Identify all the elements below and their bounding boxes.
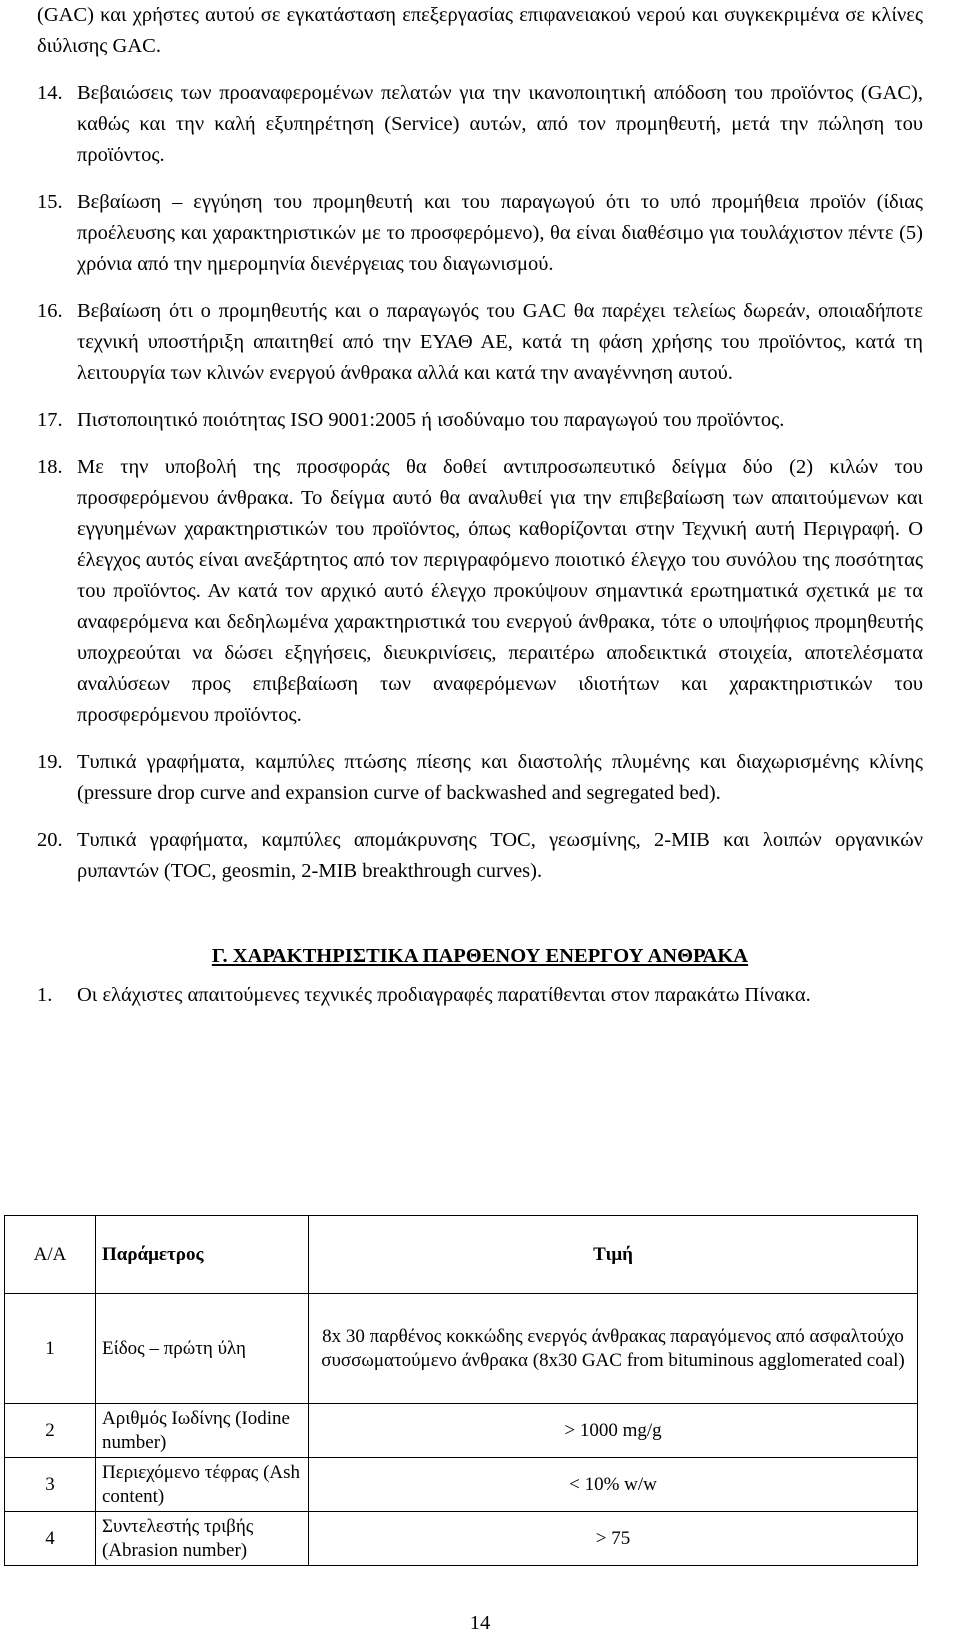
item-text: Βεβαίωση – εγγύηση του προμηθευτή και του παραγωγού ότι το υπό προμήθεια προϊόν (ίδιας προέλευσης και χαρακτηριστικών με το προσφερόμενο), θα είναι διαθέσιμο για τουλάχιστον πέντε (5) χρόνια από την ημερομηνία διενέργειας του διαγωνισμού.: [77, 191, 923, 275]
list-item-19: [37, 747, 923, 809]
item-text: Τυπικά γραφήματα, καμπύλες απομάκρυνσης TOC, γεωσμίνης, 2-MIB και λοιπών οργανικών ρυπαντών (TOC, geosmin, 2-MIB breakthrough curves).: [77, 829, 923, 882]
row-value: > 1000 mg/g: [309, 1404, 918, 1458]
item-text: Με την υποβολή της προσφοράς θα δοθεί αντιπροσωπευτικό δείγμα δύο (2) κιλών του προσφερόμενου άνθρακα. Το δείγμα αυτό θα αναλυθεί για την επιβεβαίωση των απαιτούμενων και εγγυημένων χαρακτηριστικών του προϊόντος, όπως καθορίζονται στην Τεχνική αυτή Περιγραφή. Ο έλεγχος αυτός είναι ανεξάρτητος από τον περιγραφόμενο ποιοτικό έλεγχο του συνόλου της ποσότητας του προϊόντος. Αν κατά τον αρχικό αυτό έλεγχο προκύψουν σημαντικά ερωτηματικά σχετικά με τα αναφερόμενα και δεδηλωμένα χαρακτηριστικά του ενεργού άνθρακα, τότε ο υποψήφιος προμηθευτής υποχρεούται να δώσει εξηγήσεις, διευκρινίσεις, περαιτέρω αποδεικτικά στοιχεία, αποτελέσματα αναλύσεων προς επιβεβαίωση των αναφερόμενων ιδιοτήτων και χαρακτηριστικών του προσφερόμενου προϊόντος.: [77, 456, 923, 726]
table-row: [5, 1512, 918, 1566]
row-value: 8x 30 παρθένος κοκκώδης ενεργός άνθρακας παραγόμενος από ασφαλτούχο συσσωματούμενο άνθρακα (8x30 GAC from bituminous agglomerated coal): [309, 1294, 918, 1404]
row-aa: 3: [5, 1458, 96, 1512]
table-row: [5, 1404, 918, 1458]
row-parameter: Είδος – πρώτη ύλη: [96, 1294, 309, 1404]
item-text: Βεβαίωση ότι ο προμηθευτής και ο παραγωγός του GAC θα παρέχει τελείως δωρεάν, οποιαδήποτε τεχνική υποστήριξη απαιτηθεί από την ΕΥΑΘ ΑΕ, κατά τη φάση χρήσης του προϊόντος, κατά τη λειτουργία των κλινών ενεργού άνθρακα αλλά και κατά την αναγέννηση αυτού.: [77, 300, 923, 384]
row-aa: 4: [5, 1512, 96, 1566]
item-number: 15.: [37, 191, 63, 213]
row-parameter: Αριθμός Ιωδίνης (Iodine number): [96, 1404, 309, 1458]
row-aa: 1: [5, 1294, 96, 1404]
item-number: 1.: [37, 984, 53, 1006]
item-number: 17.: [37, 409, 63, 431]
numbered-list: [37, 78, 923, 887]
row-value: > 75: [309, 1512, 918, 1566]
item-text: Πιστοποιητικό ποιότητας ISO 9001:2005 ή ισοδύναμο του παραγωγού του προϊόντος.: [77, 409, 785, 431]
item-text: Οι ελάχιστες απαιτούμενες τεχνικές προδιαγραφές παρατίθενται στον παρακάτω Πίνακα.: [77, 984, 811, 1006]
header-value: Τιμή: [309, 1216, 918, 1294]
item-number: 18.: [37, 456, 63, 478]
item-number: 19.: [37, 751, 63, 773]
row-parameter: Περιεχόμενο τέφρας (Ash content): [96, 1458, 309, 1512]
item-text: Τυπικά γραφήματα, καμπύλες πτώσης πίεσης και διαστολής πλυμένης και διαχωρισμένης κλίνης (pressure drop curve and expansion curve of backwashed and segregated bed).: [77, 751, 923, 804]
list-item-17: [37, 405, 923, 436]
header-aa: Α/Α: [5, 1216, 96, 1294]
row-aa: 2: [5, 1404, 96, 1458]
item-text: Βεβαιώσεις των προαναφερομένων πελατών για την ικανοποιητική απόδοση του προϊόντος (GAC), καθώς και την καλή εξυπηρέτηση (Service) αυτών, από τον προμηθευτή, μετά την πώληση του προϊόντος.: [77, 82, 923, 166]
list-item-20: [37, 825, 923, 887]
section-title: Γ. ΧΑΡΑΚΤΗΡΙΣΤΙΚΑ ΠΑΡΘΕΝΟΥ ΕΝΕΡΓΟΥ ΑΝΘΡΑΚΑ: [211, 945, 749, 967]
section-list-item-1: [37, 980, 923, 1011]
specifications-table: [4, 1215, 918, 1566]
list-item-16: [37, 296, 923, 389]
row-parameter: Συντελεστής τριβής (Abrasion number): [96, 1512, 309, 1566]
item-number: 14.: [37, 82, 63, 104]
table-row: [5, 1294, 918, 1404]
list-item-15: [37, 187, 923, 280]
header-parameter: Παράμετρος: [96, 1216, 309, 1294]
row-value: < 10% w/w: [309, 1458, 918, 1512]
item-number: 16.: [37, 300, 63, 322]
list-item-14: [37, 78, 923, 171]
intro-paragraph: (GAC) και χρήστες αυτού σε εγκατάσταση επεξεργασίας επιφανειακού νερού και συγκεκριμένα σε κλίνες διύλισης GAC.: [37, 4, 923, 57]
page-number: 14: [469, 1612, 491, 1634]
document-page: [37, 0, 923, 1011]
item-number: 20.: [37, 829, 63, 851]
table-row: [5, 1458, 918, 1512]
table-header-row: [5, 1216, 918, 1294]
list-item-18: [37, 452, 923, 731]
